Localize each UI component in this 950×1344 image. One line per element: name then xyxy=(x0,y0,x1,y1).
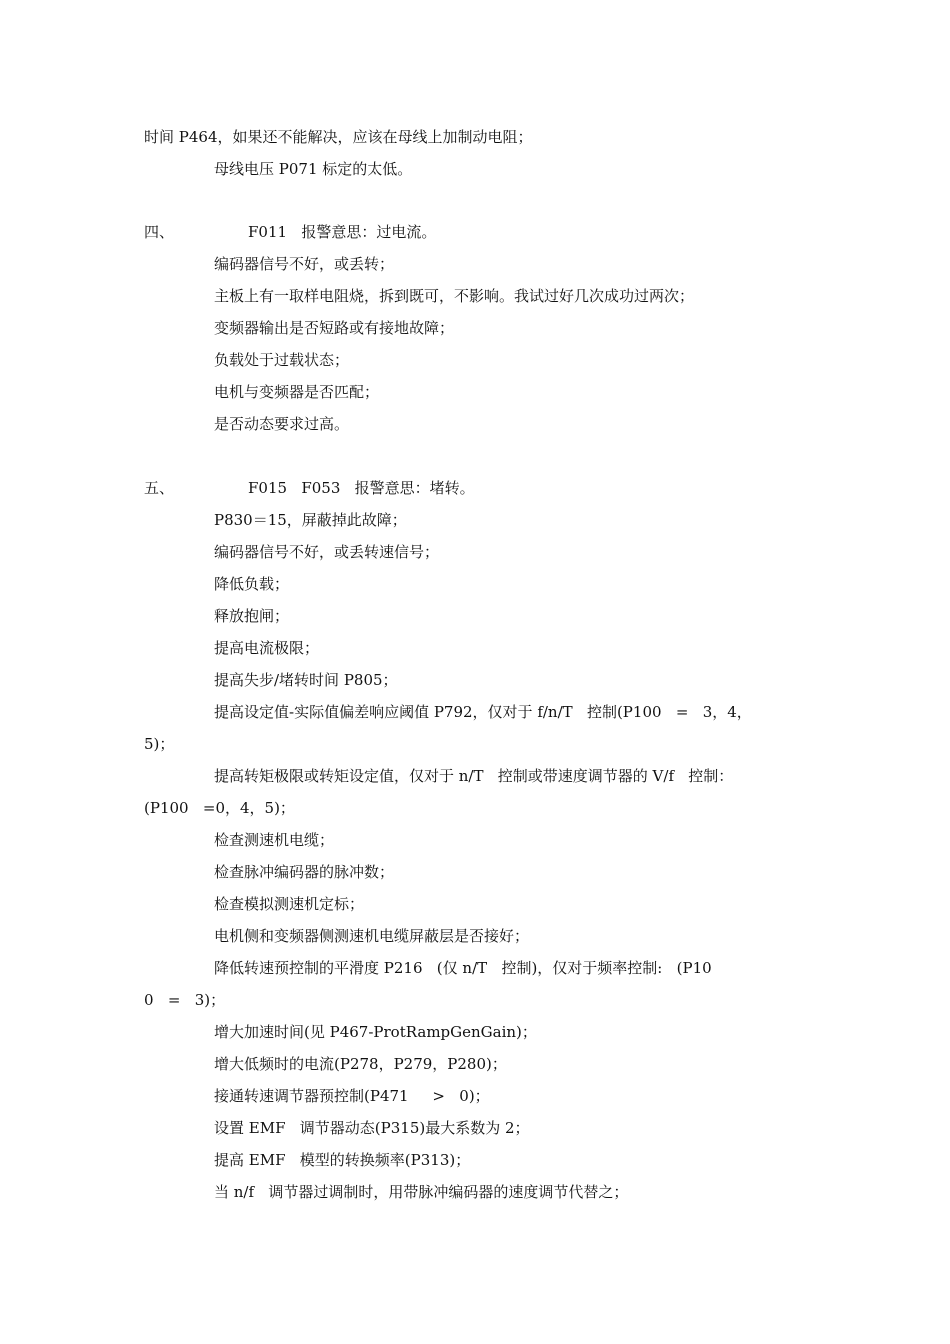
list-item-continuation: 0 = 3)； xyxy=(144,991,226,1009)
list-item: 降低转速预控制的平滑度 P216 (仅 n/T 控制)，仅对于频率控制: (P10 xyxy=(214,959,712,977)
section-heading: F011 报警意思：过电流。 xyxy=(248,223,437,241)
list-item: 增大加速时间(见 P467-ProtRampGenGain)； xyxy=(214,1023,537,1041)
list-item: 电机侧和变频器侧测速机电缆屏蔽层是否接好； xyxy=(214,927,530,945)
list-item: 检查脉冲编码器的脉冲数； xyxy=(214,863,395,881)
list-item: 提高失步/堵转时间 P805； xyxy=(214,671,398,689)
list-item: 负载处于过载状态； xyxy=(214,351,350,369)
list-item: 编码器信号不好，或丢转； xyxy=(214,255,395,273)
list-item: 释放抱闸； xyxy=(214,607,290,625)
list-item-continuation: 5)； xyxy=(144,735,175,753)
list-item: 是否动态要求过高。 xyxy=(214,415,350,433)
list-item: 检查测速机电缆； xyxy=(214,831,335,849)
list-item: 主板上有一取样电阻烧，拆到既可，不影响。我试过好几次成功过两次； xyxy=(214,287,695,305)
list-item: 当 n/f 调节器过调制时，用带脉冲编码器的速度调节代替之； xyxy=(214,1183,629,1201)
list-item-continuation: (P100 =0，4，5)； xyxy=(144,799,295,817)
list-item: 提高设定值-实际值偏差响应阈值 P792，仅对于 f/n/T 控制(P100 = 3，4， xyxy=(214,703,752,721)
section-number: 五、 xyxy=(144,479,175,497)
list-item: 接通转速调节器预控制(P471 > 0)； xyxy=(214,1087,490,1105)
list-item: 检查模拟测速机定标； xyxy=(214,895,365,913)
list-item: 设置 EMF 调节器动态(P315)最大系数为 2； xyxy=(214,1119,530,1137)
list-item: 电机与变频器是否匹配； xyxy=(214,383,380,401)
section-heading: F015 F053 报警意思：堵转。 xyxy=(248,479,475,497)
list-item: 降低负载； xyxy=(214,575,290,593)
section-number: 四、 xyxy=(144,223,175,241)
text-line: 母线电压 P071 标定的太低。 xyxy=(214,160,413,178)
list-item: 提高转矩极限或转矩设定值，仅对于 n/T 控制或带速度调节器的 V/f 控制： xyxy=(214,767,734,785)
list-item: 提高电流极限； xyxy=(214,639,320,657)
list-item: 编码器信号不好，或丢转速信号； xyxy=(214,543,440,561)
list-item: P830＝15，屏蔽掉此故障； xyxy=(214,511,407,529)
list-item: 提高 EMF 模型的转换频率(P313)； xyxy=(214,1151,471,1169)
list-item: 变频器输出是否短路或有接地故障； xyxy=(214,319,455,337)
list-item: 增大低频时的电流(P278，P279，P280)； xyxy=(214,1055,507,1073)
text-line: 时间 P464，如果还不能解决，应该在母线上加制动电阻； xyxy=(144,128,533,146)
